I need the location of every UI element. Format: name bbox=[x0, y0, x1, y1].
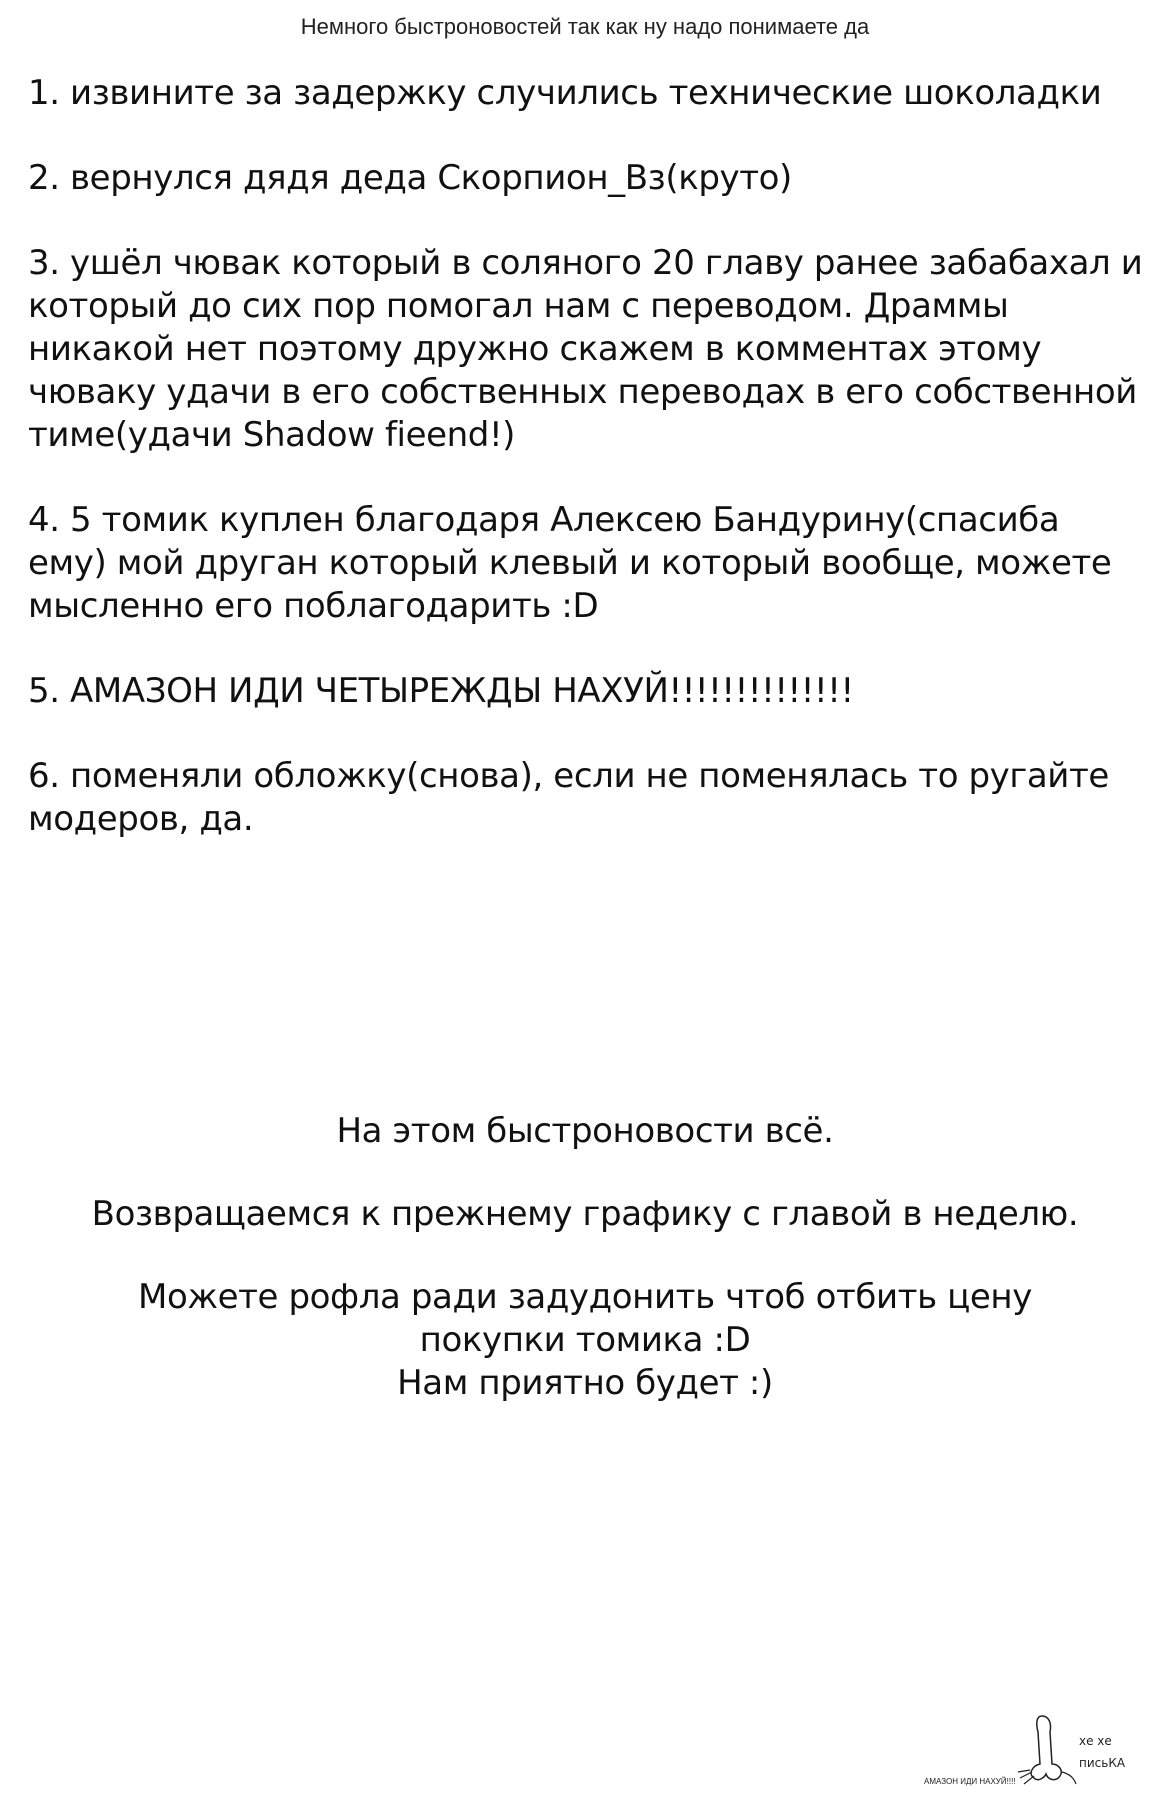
closing-line-1: На этом быстроновости всё. bbox=[336, 1111, 834, 1151]
news-item-1: 1. извините за задержку случились технические шоколадки bbox=[28, 73, 1102, 113]
signature-handwritten: хе хе письКА bbox=[1079, 1734, 1126, 1770]
closing-line-2: Возвращаемся к прежнему графику с главой в неделю. bbox=[91, 1194, 1079, 1234]
page-title: Немного быстроновостей так как ну надо понимаете да bbox=[300, 14, 870, 39]
news-item-5: 5. АМАЗОН ИДИ ЧЕТЫРЕЖДЫ НАХУЙ!!!!!!!!!!!!!! bbox=[28, 671, 854, 711]
news-item-6: 6. поменяли обложку(снова), если не поменялась то ругайте модеров, да. bbox=[28, 756, 1109, 839]
news-item-3: 3. ушёл чювак который в соляного 20 главу ранее забабахал и который до сих пор помогал нам с переводом. Драммы никакой нет поэтому дружно скажем в комментах этому чюваку удачи в его собственных переводах в его собственной тиме(удачи Shadow fieend!) bbox=[28, 243, 1143, 455]
signature-doodle bbox=[924, 1712, 1154, 1792]
closing-line-3: Можете рофла ради задудонить чтоб отбить цену покупки томика :D bbox=[138, 1277, 1032, 1360]
doodle-icon bbox=[1014, 1712, 1084, 1792]
news-list bbox=[28, 72, 1148, 883]
news-item-2: 2. вернулся дядя деда Скорпион_Вз(круто) bbox=[28, 158, 792, 198]
news-item-4: 4. 5 томик куплен благодаря Алексею Бандурину(спасиба ему) мой друган который клевый и который вообще, можете мысленно его поблагодарить :D bbox=[28, 500, 1112, 626]
closing-block bbox=[0, 1110, 1170, 1405]
signature-caption: АМАЗОН ИДИ НАХУЙ!!!! bbox=[924, 1777, 1016, 1786]
closing-line-4: Нам приятно будет :) bbox=[397, 1363, 773, 1403]
